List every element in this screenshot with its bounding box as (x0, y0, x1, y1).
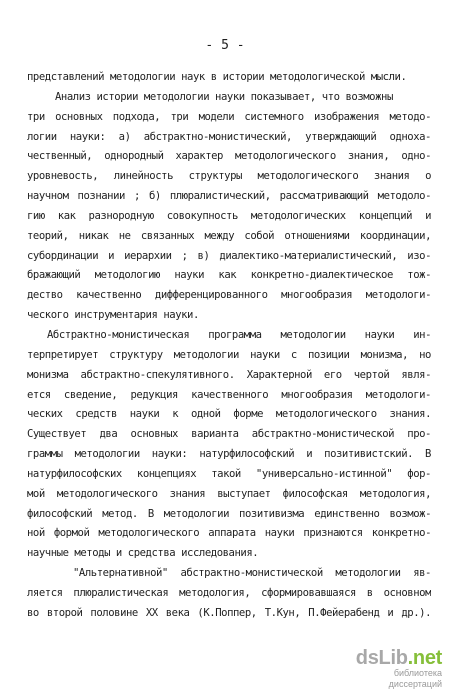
text-line: гию как разнородную совокупность методологических концепций и (27, 209, 431, 222)
watermark-subtitle: библиотека диссертаций (388, 668, 442, 689)
text-line: граммы методологии науки: натурфилософский и позитивистский. В (27, 448, 431, 461)
watermark-logo-accent: .net (407, 647, 442, 669)
text-line: бражающий методологию науки как конкретно-диалектическое тож- (27, 269, 431, 282)
text-line: монизма абстрактно-спекулятивного. Характерной его чертой явля- (27, 368, 431, 381)
watermark-logo-main: dsLib (355, 647, 408, 669)
text-line: натурфилософских концепциях такой "универсально-истинной" фор- (27, 467, 431, 480)
text-line: уровневость, линейность структуры методологического знания о (27, 170, 431, 183)
text-line: субординации и иерархии ; в) диалектико-материалистический, изо- (27, 249, 431, 262)
text-line: ляется плюралистическая методология, сформировавшаяся в основном (27, 586, 431, 599)
text-line: научном познании ; б) плюралистический, рассматривающий методоло- (27, 190, 431, 203)
text-line: терпретирует структуру методологии науки с позиции монизма, но (27, 348, 431, 361)
text-line: Существует два основных варианта абстрактно-монистической про- (27, 428, 431, 441)
page-number: - 5 - (205, 38, 245, 53)
text-line: мой методологического знания выступает философская методология, (27, 487, 431, 500)
text-line: чественный, однородный характер методологического знания, одно- (27, 150, 431, 163)
text-line: философский метод. В методологии позитивизма единственно возмож- (27, 507, 431, 520)
text-line: представлений методологии наук в истории методологической мысли. (27, 71, 407, 83)
text-line: логии науки: а) абстрактно-монистический, утверждающий одноха- (27, 130, 431, 143)
text-line: теорий, никак не связанных между собой отношениями координации, (27, 229, 431, 242)
text-line: дество качественно дифференцированного многообразия методологи- (27, 289, 431, 302)
text-line: "Альтернативной" абстрактно-монистической методологии яв- (73, 567, 431, 580)
text-line: во второй половине XX века (К.Поппер, Т.Кун, П.Фейерабенд и др.). (27, 606, 431, 619)
text-line: Анализ истории методологии науки показывает, что возможны (55, 90, 393, 103)
watermark (342, 648, 442, 690)
text-line: ческих средств науки к одной форме методологического знания. (27, 408, 431, 421)
text-line: ческого инструментария науки. (27, 309, 199, 322)
text-line: три основных подхода, три модели системного изображения методо- (27, 110, 431, 123)
watermark-logo (342, 648, 442, 668)
text-line: научные методы и средства исследования. (27, 547, 259, 560)
text-line: Абстрактно-монистическая программа методологии науки ин- (47, 328, 431, 341)
body-text (27, 68, 431, 624)
text-line: ной формой методологического аппарата науки признаются конкретно- (27, 527, 431, 540)
text-line: ется сведение, редукция качественного многообразия методологи- (27, 388, 431, 401)
